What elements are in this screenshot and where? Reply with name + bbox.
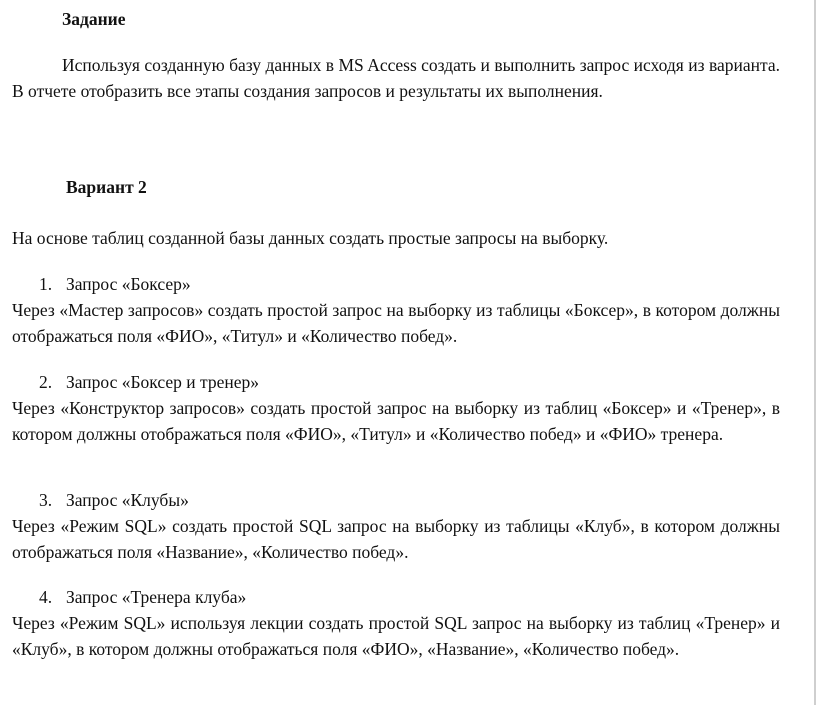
item-number: 2. — [39, 372, 53, 392]
item-body: Через «Режим SQL» используя лекции создать простой SQL запрос на выборку из таблиц «Тренер» и «Клуб», в котором должны отображаться поля «ФИО», «Название», «Количество побед». — [12, 613, 780, 659]
list-item — [12, 487, 780, 565]
list-item — [12, 584, 780, 662]
item-title-text: Запрос «Боксер и тренер» — [66, 372, 259, 392]
list-item — [12, 369, 780, 447]
task-text: Используя созданную базу данных в MS Access создать и выполнить запрос исходя из варианта. В отчете отобразить все этапы создания запросов и результаты их выполнения. — [12, 55, 780, 101]
list-item — [12, 271, 780, 349]
item-title-text: Запрос «Тренера клуба» — [66, 587, 247, 607]
item-body: Через «Мастер запросов» создать простой запрос на выборку из таблицы «Боксер», в котором должны отображаться поля «ФИО», «Титул» и «Количество побед». — [12, 300, 780, 346]
item-title — [12, 584, 780, 610]
item-title — [12, 369, 780, 395]
item-number: 1. — [39, 274, 53, 294]
item-title-text: Запрос «Боксер» — [66, 274, 191, 294]
item-number: 4. — [39, 587, 53, 607]
item-number: 3. — [39, 490, 53, 510]
item-title — [12, 271, 780, 297]
variant-heading: Вариант 2 — [66, 177, 147, 197]
item-body: Через «Режим SQL» создать простой SQL запрос на выборку из таблицы «Клуб», в котором должны отображаться поля «Название», «Количество побед». — [12, 516, 780, 562]
item-title — [12, 487, 780, 513]
item-body: Через «Конструктор запросов» создать простой запрос на выборку из таблиц «Боксер» и «Тренер», в котором должны отображаться поля «ФИО», «Титул» и «Количество побед» и «ФИО» тренера. — [12, 398, 780, 444]
item-title-text: Запрос «Клубы» — [66, 490, 189, 510]
variant-intro: На основе таблиц созданной базы данных создать простые запросы на выборку. — [12, 228, 609, 248]
task-heading: Задание — [62, 9, 126, 29]
